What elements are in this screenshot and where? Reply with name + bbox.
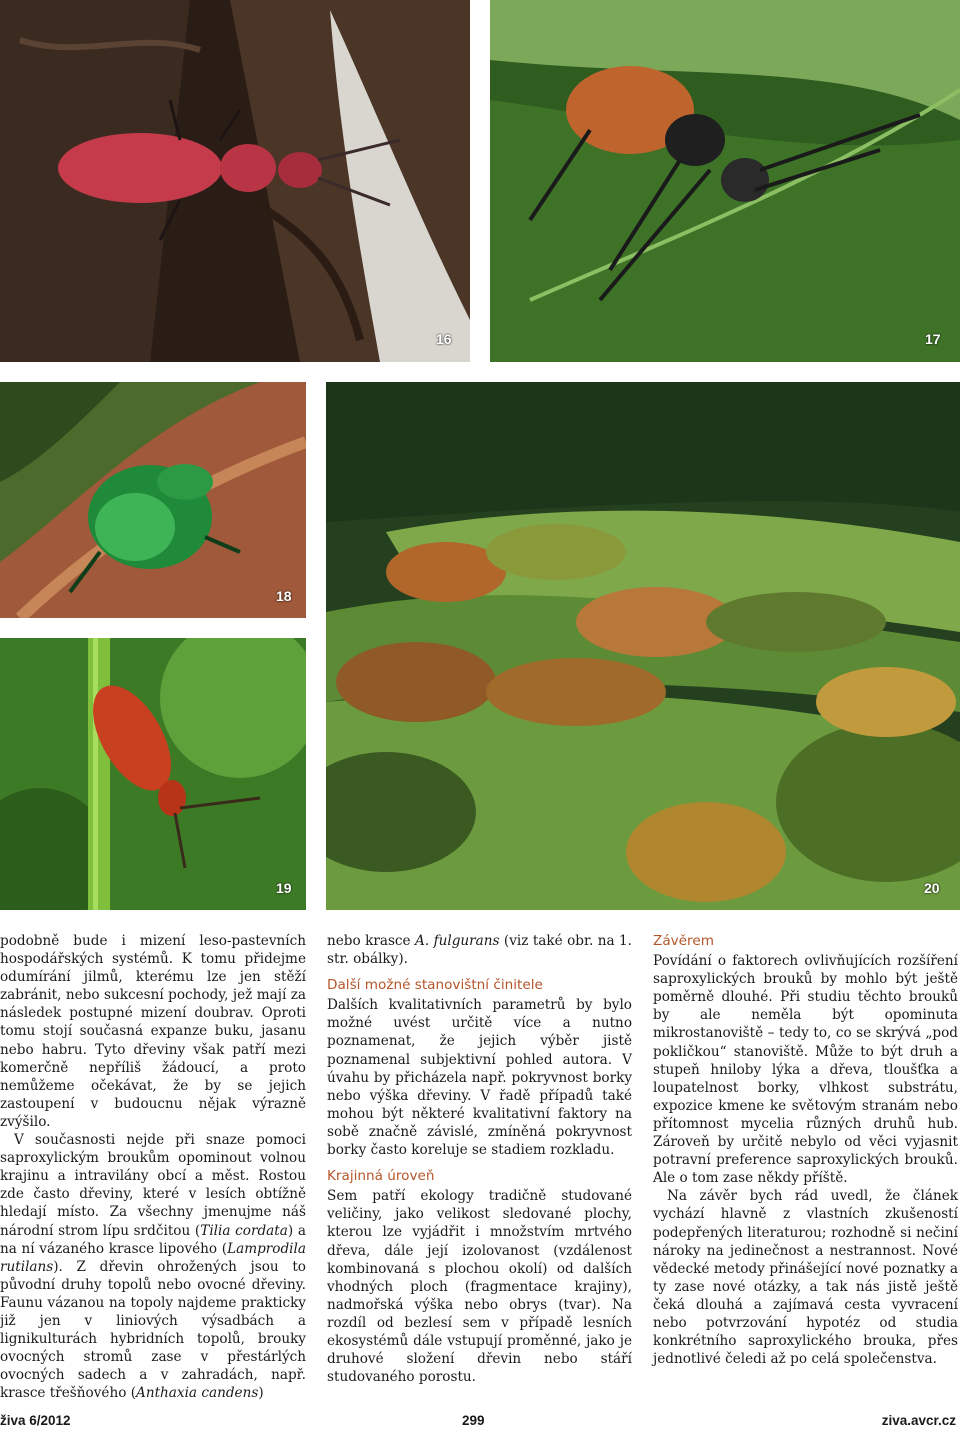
figure-18-photo [0,382,306,618]
species-name: Anthaxia candens [136,1385,259,1402]
paragraph-text: nebo krasce [327,933,416,949]
paragraph-text: ). Z dřevin ohrožených jsou to původní druhy topolů nebo ovocné dřeviny. Faunu vázanou na topoly najdeme prakticky již jen v liniových výsadbách a lignikulturách hybridních topolů, brouky ovocných stromů zase v přestárlých ovocných sadech a v zahradách, např. krasce třešňového ( [0,1258,306,1402]
text-column-3 [653,932,958,1368]
figure-20-photo [326,382,960,910]
section-heading: Další možné stanovištní činitele [327,977,543,994]
footer-website: ziva.avcr.cz [881,1413,956,1428]
figure-17-number: 17 [925,331,941,347]
figure-19-photo [0,638,306,910]
species-name: Lamprodila rutilans [0,1240,306,1275]
section-heading: Krajinná úroveň [327,1168,435,1185]
figure-16-photo [0,0,470,362]
figure-20-number: 20 [924,880,940,896]
footer-journal-issue: živa 6/2012 [0,1413,71,1428]
figure-18-number: 18 [276,588,292,604]
figure-16-number: 16 [436,331,452,347]
paragraph-text: ) [258,1385,264,1402]
section-heading: Závěrem [653,933,714,949]
paragraph-text: (viz také obr. na 1. str. obálky). [327,933,632,968]
paragraph-text: V současnosti nejde při snaze pomoci saproxylickým broukům opominout volnou krajinu a intravilány obcí a měst. Rostou zde často dřeviny, které v lesích obtížně hledají místo. Za všechny jmenujme náš národní strom lípu srdčitou ( [0,1132,306,1239]
species-name: Tilia cordata [200,1222,288,1239]
paragraph: Dalších kvalitativních parametrů by bylo možné uvést určitě více a nutno poznamenat, že jejich výběr jistě poznamenal subjektivní pohled autora. V úvahu by přicházela např. pokryvnost borky nebo výška dřeviny. V řadě případů také mohou být některé kvalitativní faktory na sobě značně závislé, zmíněná pokryvnost borky často koreluje se stadiem rozkladu. [327,997,632,1159]
footer-page-number: 299 [462,1413,485,1428]
paragraph-text: podobně bude i mizení leso-pastevních hospodářských systémů. K tomu přidejme odumírání jilmů, kterému lze jen stěží zabránit, nebo sukcesní pochody, jež mají za následek postupné mizení doubrav. Oproti tomu stojí současná expanze buku, jasanu nebo habru. Tyto dřeviny však patří mezi komerčně nepříliš žádoucí, a proto nemůžeme očekávat, že by se jejich zastoupení v budoucnu nějak výrazně zvýšilo. [0,933,306,1130]
paragraph [327,932,632,968]
species-name: A. fulgurans [415,933,500,949]
text-column-1 [0,932,306,1402]
figure-17-photo [490,0,960,362]
paragraph-text: ) a na ní vázaného krasce lipového ( [0,1222,306,1257]
paragraph: Povídání o faktorech ovlivňujících rozšíření saproxylických brouků by mohlo být ještě poměrně dlouhé. Při studiu těchto brouků by ale neměla být opominuta mikrostanoviště – tedy to, co se skrývá „pod pokličkou“ stanoviště. Může to být druh a stupeň hniloby lýka a dřeva, tloušťka a loupatelnost borky, vlhkost substrátu, expozice kmene ke světovým stranám nebo přítomnost mycelia různých druhů hub. Zároveň by určitě nebylo od věci vyjasnit potravní preference saproxylických brouků. Ale o tom zase někdy příště. [653,953,958,1187]
text-column-2 [327,932,632,1386]
paragraph: Na závěr bych rád uvedl, že článek vychází hlavně z vlastních zkušeností podepřených literaturou; rozhodně si nečiní nároky na jedinečnost a nestrannost. Nové vědecké metody přinášející nové poznatky a ty zase nové otázky, a tak nás jistě ještě čeká dlouhá a zajímavá cesta vyvracení nebo potvrzování hypotéz od studia konkrétního saproxylického brouka, přes jednotlivé čeledi až po celá společenstva. [653,1188,958,1368]
figure-19-number: 19 [276,880,292,896]
paragraph [0,932,306,1131]
paragraph: Sem patří ekology tradičně studované veličiny, jako velikost sledované plochy, kterou lze vyjádřit i množstvím mrtvého dřeva, dále její izolovanost (vzdálenost kombinovaná s plochou okolí) od dalších vhodných ploch (fragmentace krajiny), nadmořská výška nebo obrys (tvar). Na rozdíl od bezlesí sem v případě lesních ekosystémů dále vstupují proměnné, jako je druhové složení dřevin nebo stáří studovaného porostu. [327,1188,632,1386]
paragraph [0,1131,306,1402]
